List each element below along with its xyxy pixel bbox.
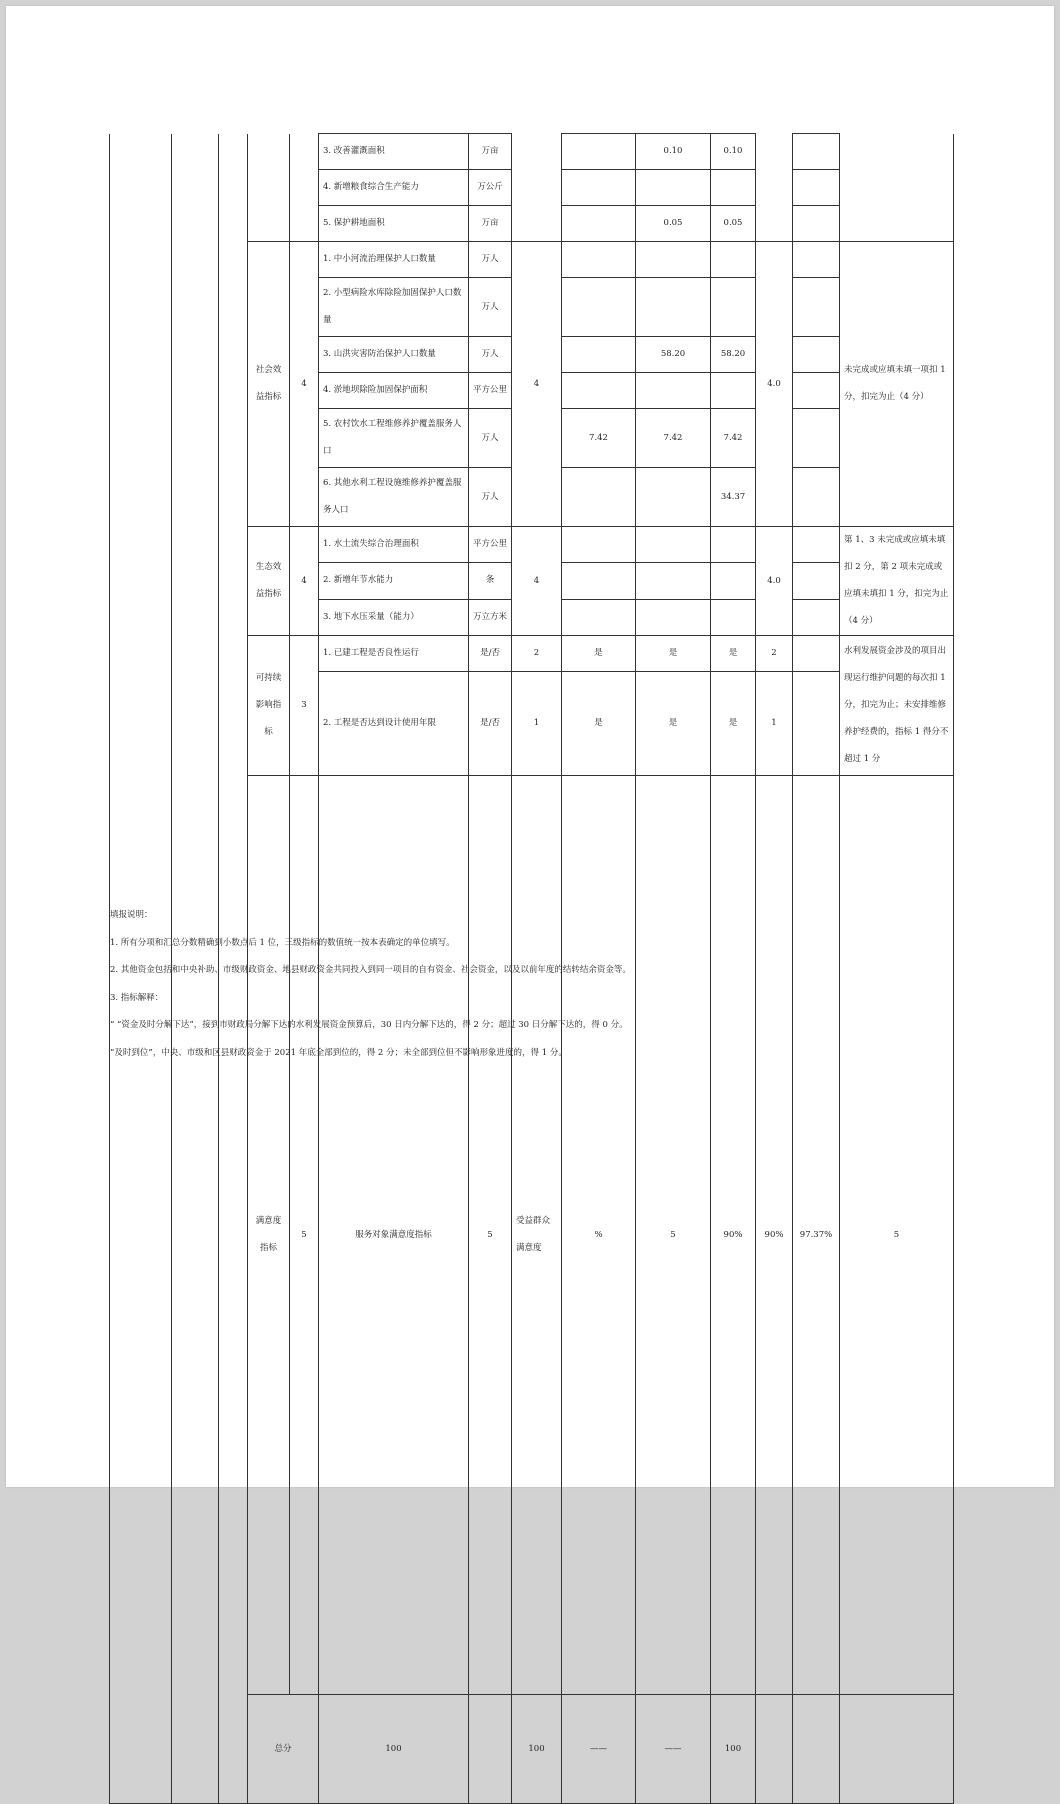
ecology-benefit-label: 生态效益指标 [248,527,290,636]
sustain-scoring-rule: 水利发展资金涉及的项目出现运行维护问题的每次扣 1 分，扣完为止；未安排维修养护经费的，指标 1 得分不超过 1 分 [840,636,954,776]
done-value [636,563,711,599]
deduction-cell [793,206,840,242]
score-value: 34.37 [711,468,756,527]
score-value: 是 [711,672,756,776]
indicator-name: 5. 农村饮水工程维修养护覆盖服务人口 [319,409,469,468]
deduction-cell [793,373,840,409]
indicator-unit: 万亩 [469,206,512,242]
weight-value: 5 [636,776,711,1695]
total-score-1: 100 [319,1695,469,1804]
ecology-final-score: 4.0 [756,527,793,636]
notes-heading: 填报说明： [110,910,153,920]
done-value [636,373,711,409]
done-value: 0.05 [636,206,711,242]
total-done-empty [793,1695,840,1804]
deduction-cell [793,242,840,278]
indicator-unit: 是/否 [469,636,512,672]
deduction-cell [793,563,840,599]
final-empty [756,134,793,242]
deduction-cell [793,527,840,563]
note-item: 3. 指标解释： [110,992,164,1003]
note-item: “ “资金及时分解下达”，接到市财政局分解下达的水利发展资金预算后，30 日内分解下达的，得 2 分；超过 30 日分解下达的，得 0 分。 [110,1020,628,1030]
plan-value [562,563,636,599]
indicator-unit: 万人 [469,242,512,278]
level3-cell-empty [248,134,290,242]
indicator-unit: 万人 [469,278,512,337]
indicator-unit: 万立方米 [469,599,512,635]
deduction-cell [793,278,840,337]
weight-value: 1 [512,672,562,776]
weight-empty [512,134,562,242]
score-value [711,242,756,278]
service-satisfaction-label: 服务对象满意度指标 [319,776,469,1695]
plan-value [562,599,636,635]
indicator-name: 2. 工程是否达到设计使用年限 [319,672,469,776]
social-scoring-rule: 未完成或应填未填一项扣 1 分，扣完为止（4 分） [840,242,954,527]
indicator-name: 1. 水土流失综合治理面积 [319,527,469,563]
indicator-name: 1. 已建工程是否良性运行 [319,636,469,672]
indicator-name: 2. 小型病险水库除险加固保护人口数量 [319,278,469,337]
plan-value [562,242,636,278]
plan-value [562,527,636,563]
indicator-name: 3. 地下水压采量（能力） [319,599,469,635]
table-row [110,134,954,170]
indicator-unit: % [562,776,636,1695]
total-score-2: 100 [512,1695,562,1804]
document-page [6,6,1054,1754]
score-value: 7.42 [711,409,756,468]
note-item: “及时到位”，中央、市级和区县财政资金于 2021 年底全部到位的，得 2 分；未全部到位但不影响形象进度的，得 1 分。 [110,1047,567,1058]
total-label: 总分 [248,1695,319,1804]
score-value [711,278,756,337]
deduction-cell [793,337,840,373]
score-value [711,563,756,599]
final-score: 2 [756,636,793,672]
sustain-score: 3 [290,636,319,776]
plan-value [562,170,636,206]
done-value: 是 [636,636,711,672]
indicator-unit: 平方公里 [469,373,512,409]
done-value: 90% [756,776,793,1695]
indicator-name: 1. 中小河流治理保护人口数量 [319,242,469,278]
sustain-label: 可持续影响指标 [248,636,290,776]
social-benefit-score: 4 [290,242,319,527]
indicator-name: 2. 新增年节水能力 [319,563,469,599]
score-value [711,373,756,409]
total-score-empty [840,1695,954,1804]
social-benefit-label: 社会效益指标 [248,242,290,527]
score-value: 是 [711,636,756,672]
done-value: 7.42 [636,409,711,468]
total-plan-empty [756,1695,793,1804]
score-value: 0.10 [711,134,756,170]
total-name: —— [562,1695,636,1804]
satisfaction-score: 5 [290,776,319,1695]
final-score: 5 [840,776,954,1695]
score-value [711,170,756,206]
note-item: 2. 其他资金包括和中央补助、市级财政资金、地县财政资金共同投入到同一项目的自有资金、社会资金，以及以前年度的结转结余资金等。 [110,965,631,975]
indicator-unit: 是/否 [469,672,512,776]
done-value: 58.20 [636,337,711,373]
service-satisfaction-score: 5 [469,776,512,1695]
score-value: 97.37% [793,776,840,1695]
rule-empty [840,134,954,242]
score-value: 0.05 [711,206,756,242]
indicator-name: 4. 淤地坝除险加固保护面积 [319,373,469,409]
level3-score-empty [290,134,319,242]
done-value [636,170,711,206]
indicator-name: 6. 其他水利工程设施维修养护覆盖服务人口 [319,468,469,527]
social-final-score: 4.0 [756,242,793,527]
plan-value: 7.42 [562,409,636,468]
indicator-unit: 万人 [469,409,512,468]
deduction-cell [793,409,840,468]
plan-value: 是 [562,636,636,672]
indicator-name: 受益群众满意度 [512,776,562,1695]
weight-value: 2 [512,636,562,672]
done-value [636,527,711,563]
indicator-unit: 平方公里 [469,527,512,563]
score-value [711,599,756,635]
ecology-benefit-score: 4 [290,527,319,636]
done-value [636,468,711,527]
indicator-unit: 万人 [469,337,512,373]
note-item: 1. 所有分项和汇总分数精确到小数点后 1 位，三级指标的数值统一按本表确定的单位填写。 [110,937,455,948]
deduction-cell [793,134,840,170]
done-value [636,278,711,337]
plan-value [562,206,636,242]
final-score: 1 [756,672,793,776]
plan-value [562,278,636,337]
total-empty [469,1695,512,1804]
filling-notes [110,902,960,1067]
indicator-unit: 万人 [469,468,512,527]
indicator-name: 4. 新增粮食综合生产能力 [319,170,469,206]
done-value: 0.10 [636,134,711,170]
plan-value: 是 [562,672,636,776]
plan-value: 90% [711,776,756,1695]
indicator-unit: 万公斤 [469,170,512,206]
done-value [636,242,711,278]
social-weight: 4 [512,242,562,527]
score-value: 58.20 [711,337,756,373]
done-value: 是 [636,672,711,776]
indicator-unit: 条 [469,563,512,599]
deduction-cell [793,672,840,776]
plan-value [562,134,636,170]
ecology-weight: 4 [512,527,562,636]
indicator-name: 5. 保护耕地面积 [319,206,469,242]
deduction-cell [793,170,840,206]
plan-value [562,373,636,409]
indicator-name: 3. 改善灌溉面积 [319,134,469,170]
indicator-unit: 万亩 [469,134,512,170]
ecology-scoring-rule: 第 1、3 未完成或应填未填扣 2 分，第 2 项未完成或应填未填扣 1 分，扣完为止（4 分） [840,527,954,636]
deduction-cell [793,636,840,672]
score-value [711,527,756,563]
plan-value [562,468,636,527]
deduction-cell [793,599,840,635]
satisfaction-label: 满意度指标 [248,776,290,1695]
total-weight: 100 [711,1695,756,1804]
plan-value [562,337,636,373]
deduction-cell [793,468,840,527]
indicator-name: 3. 山洪灾害防治保护人口数量 [319,337,469,373]
total-unit: —— [636,1695,711,1804]
done-value [636,599,711,635]
